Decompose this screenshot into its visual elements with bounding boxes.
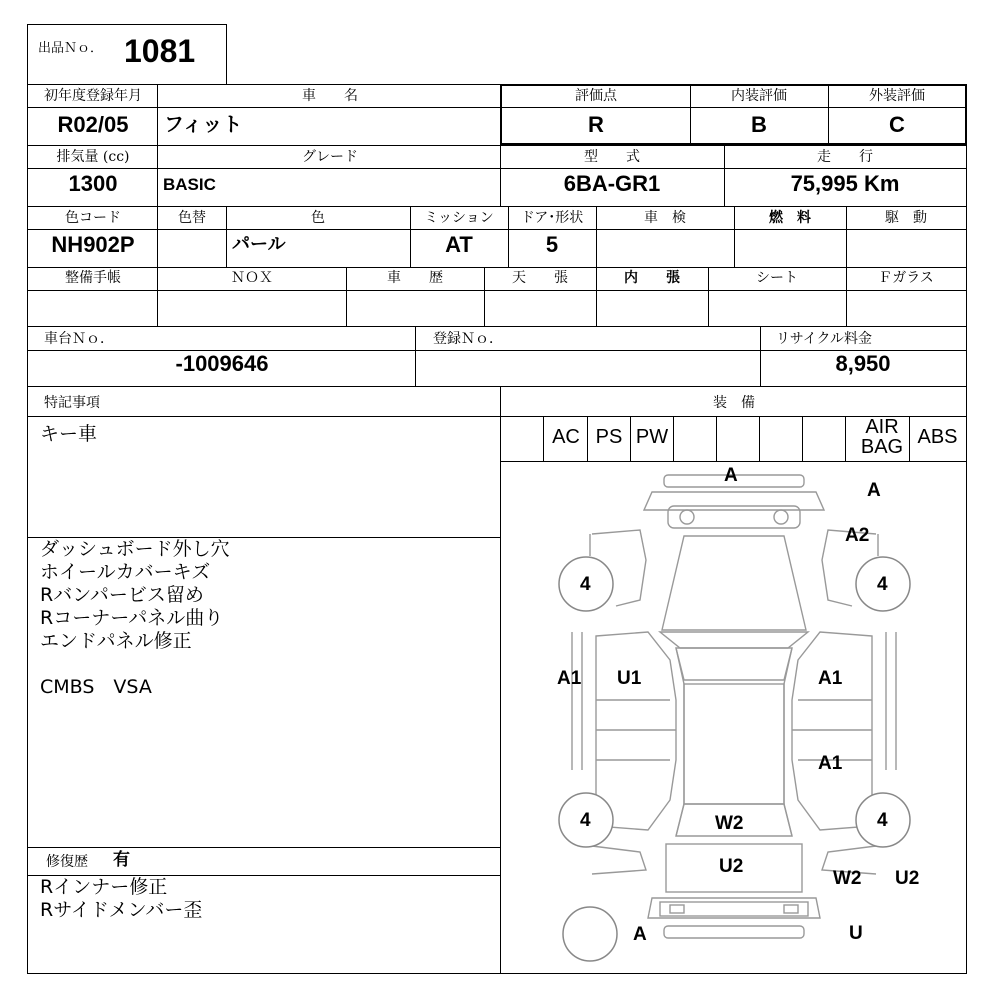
grade-label: グレード xyxy=(302,149,358,165)
damage-right-front-door: A1 xyxy=(818,668,843,689)
diagram-left-doors xyxy=(596,632,676,830)
repair-history-value: 有 xyxy=(113,850,130,870)
diagram-roof xyxy=(684,684,784,804)
damage-tire-rr: 4 xyxy=(877,810,888,831)
score-value: R xyxy=(588,112,604,137)
mileage-label: 走 行 xyxy=(817,149,873,165)
damage-tailgate: U2 xyxy=(719,856,744,877)
interior-value: B xyxy=(751,112,767,137)
exterior-label: 外装評価 xyxy=(869,88,925,104)
exterior-value: C xyxy=(889,112,905,137)
equipment-airbag-line1: AIR xyxy=(865,416,899,438)
reg-date-label: 初年度登録年月 xyxy=(44,88,142,104)
damage-rear-glass: W2 xyxy=(715,813,744,834)
score-label: 評価点 xyxy=(575,88,617,104)
damage-fender-right: A2 xyxy=(845,525,870,546)
diagram-left-quarter xyxy=(592,846,646,874)
chassis-no-value: -1009646 xyxy=(175,351,269,376)
registration-no-label: 登録Ｎｏ． xyxy=(433,331,503,347)
equipment-ac: AC xyxy=(552,426,580,448)
roof-lining-label: 天 張 xyxy=(512,270,568,286)
damage-tire-fr: 4 xyxy=(877,574,888,595)
displacement-value: 1300 xyxy=(68,171,118,196)
damage-rear-right-u2: U2 xyxy=(895,868,920,889)
damage-right-rear-door: A1 xyxy=(818,753,843,774)
damage-rear-bumper-u: U xyxy=(849,923,863,944)
damage-hood-right: A xyxy=(867,480,881,501)
remark-line: Rコーナーパネル曲り xyxy=(40,607,224,629)
diagram-windshield xyxy=(676,648,792,680)
door-value: 5 xyxy=(545,232,559,257)
interior-label: 内装評価 xyxy=(731,88,787,104)
color-label: 色 xyxy=(311,210,325,226)
remark-line: ダッシュボード外し穴 xyxy=(40,538,230,560)
damage-tire-fl: 4 xyxy=(580,574,591,595)
diagram-hood xyxy=(662,536,806,630)
lot-number-label: 出品Ｎｏ． xyxy=(38,41,104,56)
recycle-fee-value: 8,950 xyxy=(835,351,891,376)
color-change-label: 色替 xyxy=(178,210,206,226)
color-value: パール xyxy=(232,234,286,255)
spare-tire xyxy=(563,907,617,961)
remarks-label: 特記事項 xyxy=(44,395,100,411)
repair-line: Rインナー修正 xyxy=(40,876,168,898)
damage-left-door-u1: U1 xyxy=(617,668,642,689)
diagram-right-doors xyxy=(792,632,872,830)
remark-line: ホイールカバーキズ xyxy=(40,561,211,583)
repair-line: Rサイドメンバー歪 xyxy=(40,899,203,921)
equipment-airbag-line2: BAG xyxy=(860,436,904,458)
equipment-label: 装 備 xyxy=(713,395,755,411)
inspection-label: 車 検 xyxy=(644,210,686,226)
mileage-value: 75,995 Km xyxy=(790,171,900,196)
front-glass-label: Ｆガラス xyxy=(878,270,934,286)
maintenance-record-label: 整備手帳 xyxy=(65,270,121,286)
remarks-top: キー車 xyxy=(40,423,98,445)
remark-line: Rバンパービス留め xyxy=(40,584,204,606)
lot-number: 1081 xyxy=(124,33,196,69)
damage-rear-right-w2: W2 xyxy=(833,868,862,889)
recycle-fee-label: リサイクル料金 xyxy=(776,331,873,347)
car-name-value: フィット xyxy=(164,112,243,136)
model-value: 6BA-GR1 xyxy=(563,171,661,196)
inner-lining-label: 内 張 xyxy=(624,270,680,286)
drive-label: 駆 動 xyxy=(885,210,927,226)
model-label: 型 式 xyxy=(584,149,640,165)
fuel-label: 燃 料 xyxy=(769,210,811,226)
mission-label: ミッション xyxy=(424,210,494,226)
damage-rear-bumper-a: A xyxy=(633,924,647,945)
remark-line: エンドパネル修正 xyxy=(40,630,192,652)
door-label: ドア･形状 xyxy=(520,210,584,226)
equipment-pw: PW xyxy=(635,426,669,448)
reg-date-value: R02/05 xyxy=(57,112,129,137)
displacement-label: 排気量 (cc) xyxy=(56,149,130,165)
seat-label: シート xyxy=(756,270,798,286)
damage-front-bumper: A xyxy=(724,465,738,486)
car-name-label: 車 名 xyxy=(302,88,358,104)
mission-value: AT xyxy=(445,232,473,257)
equipment-ps: PS xyxy=(595,426,623,448)
color-code-value: NH902P xyxy=(51,232,135,257)
damage-tire-rl: 4 xyxy=(580,810,591,831)
grade-value: BASIC xyxy=(163,175,216,194)
equipment-abs: ABS xyxy=(917,426,958,448)
damage-left-door-a1: A1 xyxy=(557,668,582,689)
nox-label: ＮＯＸ xyxy=(231,270,273,286)
remark-line: CMBS VSA xyxy=(40,676,152,698)
car-history-label: 車 歴 xyxy=(387,270,443,286)
color-code-label: 色コード xyxy=(65,210,121,226)
repair-history-label: 修復歴 xyxy=(46,854,88,870)
chassis-no-label: 車台Ｎｏ． xyxy=(44,331,114,347)
diagram-rear-bumper xyxy=(648,898,820,918)
